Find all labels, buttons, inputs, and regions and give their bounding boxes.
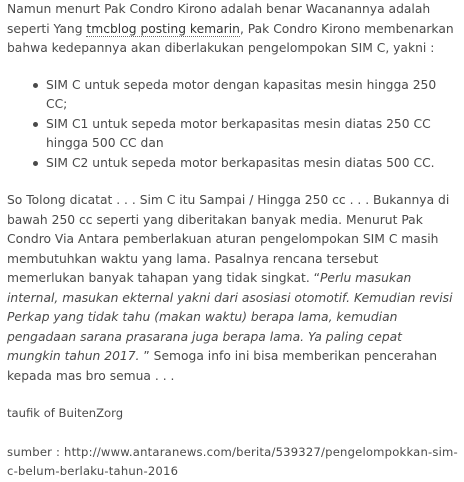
bullet-icon [33,122,38,127]
list-item [37,115,459,154]
article-content [7,0,459,482]
intro-text-after-link: , Pak Condro Kirono membenarkan bahwa kedepannya akan diberlakukan pengelompokan SIM C, yakni : [7,21,454,55]
intro-paragraph [7,0,459,59]
list-item-text: SIM C2 untuk sepeda motor berkapasitas mesin diatas 500 CC. [46,155,435,170]
list-item [37,76,459,115]
tmcblog-post-link[interactable]: tmcblog posting kemarin [86,21,240,36]
body-text-after-quote: ” Semoga info ini bisa memberikan pencerahan kepada mas bro semua . . . [7,349,438,383]
author-signature: taufik of BuitenZorg [7,406,124,420]
body-paragraph [7,191,459,386]
bullet-icon [33,161,38,166]
bullet-icon [33,83,38,88]
body-text-before-quote: So Tolong dicatat . . . Sim C itu Sampai / Hingga 250 cc . . . Bukannya di bawah 250 cc seperti yang diberitakan banyak media. Menurut Pak Condro Via Antara pemberlakuan aturan pengelompokan SIM C masih membutuhkan waktu yang lama. Pasalnya rencana tersebut memerlukan banyak tahapan yang tidak singkat. “ [7,193,450,285]
list-item [37,154,459,174]
italic-quote: Perlu masukan internal, masukan ekternal yakni dari asosiasi otomotif. Kemudian revisi Perkap yang tidak tahu (makan waktu) berapa lama, kemudian pengadaan sarana prasarana juga berapa lama. Ya paling cepat mungkin tahun 2017. [7,271,453,363]
list-item-text: SIM C1 untuk sepeda motor berkapasitas mesin diatas 250 CC hingga 500 CC dan [46,116,431,150]
intro-text-before-link: Namun menurt Pak Condro Kirono adalah benar Wacanannya adalah seperti Yang [7,2,431,36]
source-line: sumber : http://www.antaranews.com/berita/539327/pengelompokkan-sim-c-belum-berlaku-tahun-2016 [7,444,458,478]
list-item-text: SIM C untuk sepeda motor dengan kapasitas mesin hingga 250 CC; [46,77,437,111]
sim-category-list [7,76,459,174]
